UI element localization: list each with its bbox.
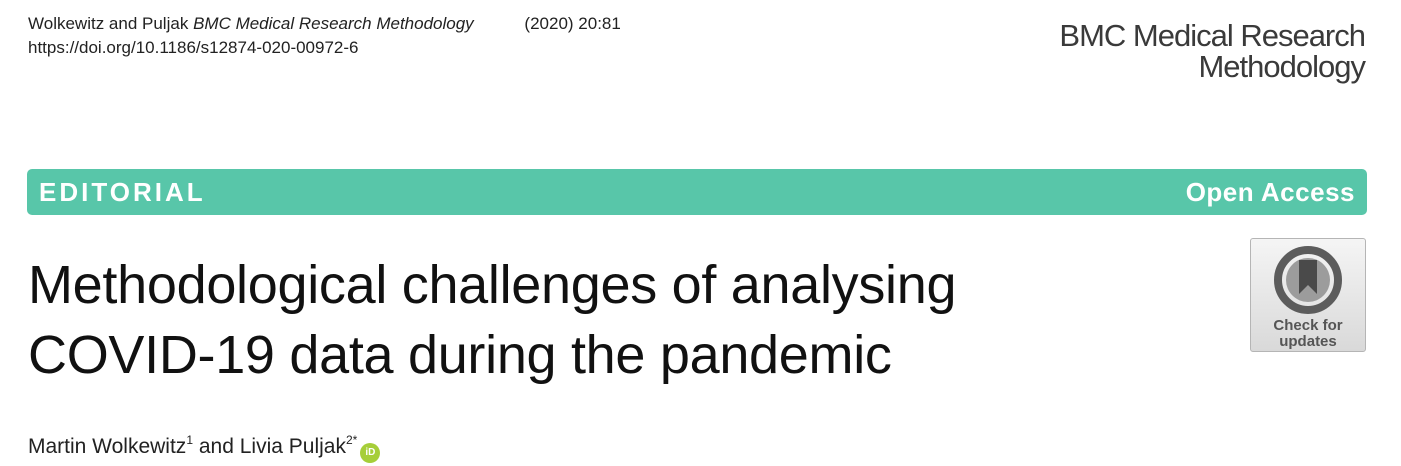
article-type-label: EDITORIAL bbox=[39, 177, 206, 207]
orcid-icon[interactable]: iD bbox=[360, 443, 380, 463]
article-type-bar bbox=[27, 169, 1367, 215]
journal-logo-line1: BMC Medical Research bbox=[1059, 18, 1365, 53]
citation-header bbox=[28, 12, 621, 60]
citation-year-volume: (2020) 20:81 bbox=[524, 14, 621, 33]
author-name: Livia Puljak bbox=[239, 435, 346, 458]
article-title-line2: COVID-19 data during the pandemic bbox=[28, 325, 892, 385]
author-list bbox=[28, 425, 380, 463]
affiliation-marker[interactable]: 1 bbox=[186, 433, 193, 447]
check-for-updates-text bbox=[1251, 318, 1365, 350]
journal-logo bbox=[1059, 20, 1365, 82]
author-conjunction: and bbox=[198, 435, 234, 458]
journal-logo-line2: Methodology bbox=[1198, 49, 1365, 84]
open-access-label: Open Access bbox=[1185, 177, 1355, 207]
citation-line bbox=[28, 12, 621, 36]
check-for-updates-button[interactable] bbox=[1250, 238, 1366, 352]
article-title-line1: Methodological challenges of analysing bbox=[28, 255, 957, 315]
citation-authors: Wolkewitz and Puljak bbox=[28, 14, 189, 33]
affiliation-marker[interactable]: 2* bbox=[345, 433, 358, 447]
bookmark-ring-icon bbox=[1272, 244, 1344, 316]
citation-journal: BMC Medical Research Methodology bbox=[193, 14, 474, 33]
badge-line1: Check for bbox=[1273, 317, 1343, 334]
doi-link[interactable]: https://doi.org/10.1186/s12874-020-00972-6 bbox=[28, 38, 359, 57]
author-name: Martin Wolkewitz bbox=[28, 435, 187, 458]
badge-line2: updates bbox=[1279, 333, 1337, 350]
article-title bbox=[28, 250, 1208, 390]
